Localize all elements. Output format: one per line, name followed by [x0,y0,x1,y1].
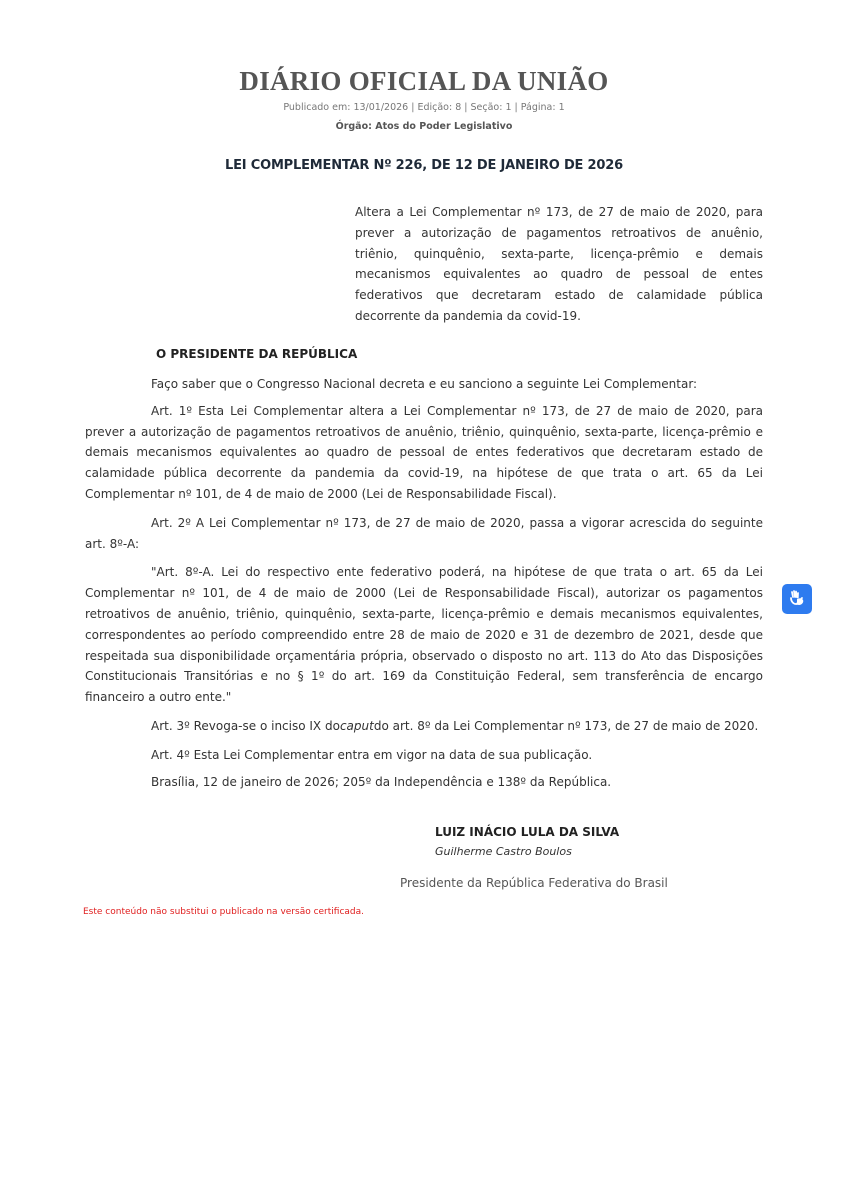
president-heading: O PRESIDENTE DA REPÚBLICA [156,347,358,361]
publication-meta: Publicado em: 13/01/2026 | Edição: 8 | Seção: 1 | Página: 1 [283,102,565,113]
preamble: Faço saber que o Congresso Nacional decreta e eu sanciono a seguinte Lei Complementar: [151,377,698,391]
article-3-text-end: do art. 8º da Lei Complementar nº 173, de 27 de maio de 2020. [373,718,759,733]
publication-title: DIÁRIO OFICIAL DA UNIÃO [239,66,609,96]
article-1: Art. 1º Esta Lei Complementar altera a Lei Complementar nº 173, de 27 de maio de 2020, para prever a autorização de pagamentos retroativos de anuênio, triênio, quinquênio, sexta-parte, licença-prêmio e demais mecanismos equivalentes ao quadro de pessoal de entes federativos que decretaram estado de calamidade pública decorrente da pandemia da covid-19, na hipótese de que trata o art. 65 da Lei Complementar nº 101, de 4 de maio de 2000 (Lei de Responsabilidade Fiscal). [85,403,763,501]
vlibras-accessibility-button[interactable] [782,584,812,614]
law-body [85,374,763,792]
minister-signature: Guilherme Castro Boulos [435,845,572,858]
article-8a: "Art. 8º-A. Lei do respectivo ente federativo poderá, na hipótese de que trata o art. 65 da Lei Complementar nº 101, de 4 de maio de 2000 (Lei de Responsabilidade Fiscal), autorizar os pagamentos retroativos de anuênio, triênio, quinquênio, sexta-parte, licença-prêmio e demais mecanismos equivalentes, correspondentes ao período compreendido entre 28 de maio de 2020 e 31 de dezembro de 2021, desde que respeitada sua disponibilidade orçamentária própria, observado o disposto no art. 113 do Ato das Disposições Constitucionais Transitórias e no § 1º do art. 169 da Constituição Federal, sem transferência de encargo financeiro a outro ente." [85,565,763,705]
article-3 [85,716,763,737]
law-ementa: Altera a Lei Complementar nº 173, de 27 de maio de 2020, para prever a autorização de pagamentos retroativos de anuênio, triênio, quinquênio, sexta-parte, licença-prêmio e demais mecanismos equivalentes ao quadro de pessoal de entes federativos que decretaram estado de calamidade pública decorrente da pandemia da covid-19. [355,205,763,323]
president-role: Presidente da República Federativa do Brasil [400,876,668,890]
disclaimer-note: Este conteúdo não substitui o publicado na versão certificada. [83,907,365,917]
article-2: Art. 2º A Lei Complementar nº 173, de 27 de maio de 2020, passa a vigorar acrescida do seguinte art. 8º-A: [85,515,763,551]
article-4: Art. 4º Esta Lei Complementar entra em vigor na data de sua publicação. [151,747,593,762]
article-3-text: Art. 3º Revoga-se o inciso IX do [151,718,340,733]
caput-term: caput [339,718,374,733]
law-title: LEI COMPLEMENTAR Nº 226, DE 12 DE JANEIRO DE 2026 [225,158,623,173]
masthead [0,64,848,135]
vlibras-hands-icon [787,589,807,609]
publication-organ: Órgão: Atos do Poder Legislativo [335,121,513,132]
closing-date: Brasília, 12 de janeiro de 2026; 205º da Independência e 138º da República. [151,774,612,789]
president-signature: LUIZ INÁCIO LULA DA SILVA [435,825,620,839]
